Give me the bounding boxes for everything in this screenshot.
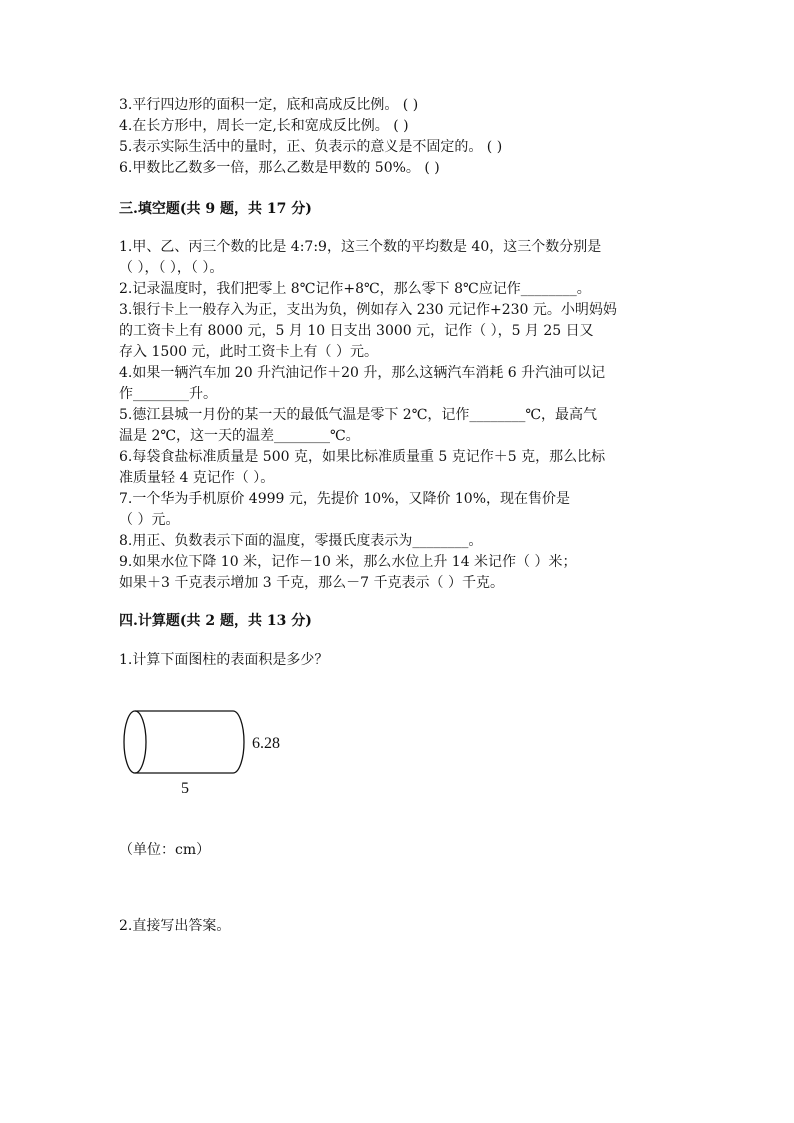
fill-line-4b: 作________升。 xyxy=(119,386,217,402)
judgment-item-5: 5.表示实际生活中的量时，正、负表示的意义是不固定的。 ( ) xyxy=(119,139,503,155)
fill-line-7b: （ ）元。 xyxy=(119,512,180,528)
calc-question-1: 1.计算下面图柱的表面积是多少？ xyxy=(119,652,329,668)
fill-line-5a: 5.德江县城一月份的某一天的最低气温是零下 2℃，记作________℃，最高气 xyxy=(119,407,598,423)
fill-line-1a: 1.甲、乙、丙三个数的比是 4:7:9，这三个数的平均数是 40，这三个数分别是 xyxy=(119,239,602,255)
fill-line-6b: 准质量轻 4 克记作（ ）。 xyxy=(119,470,275,486)
fill-line-4a: 4.如果一辆汽车加 20 升汽油记作＋20 升，那么这辆汽车消耗 6 升汽油可以记 xyxy=(119,365,606,381)
fill-line-5b: 温是 2℃，这一天的温差________℃。 xyxy=(119,428,360,444)
fill-line-9b: 如果＋3 千克表示增加 3 千克，那么－7 千克表示（ ）千克。 xyxy=(119,575,504,591)
fill-line-3b: 的工资卡上有 8000 元，5 月 10 日支出 3000 元，记作（ ），5 月 25 日又 xyxy=(119,323,594,339)
fill-line-7a: 7.一个华为手机原价 4999 元，先提价 10%，又降价 10%，现在售价是 xyxy=(119,491,571,507)
length-label: 5 xyxy=(181,780,189,797)
fill-line-3c: 存入 1500 元，此时工资卡上有（ ）元。 xyxy=(119,344,378,360)
fill-line-6a: 6.每袋食盐标准质量是 500 克，如果比标准质量重 5 克记作＋5 克，那么比标 xyxy=(119,449,606,465)
calc-question-2: 2.直接写出答案。 xyxy=(119,918,231,934)
fill-line-2: 2.记录温度时，我们把零上 8℃记作+8℃，那么零下 8℃应记作________。 xyxy=(119,281,591,297)
fill-line-3a: 3.银行卡上一般存入为正，支出为负，例如存入 230 元记作+230 元。小明妈妈 xyxy=(119,302,617,318)
cylinder-left-face xyxy=(124,711,146,773)
cylinder-figure xyxy=(118,700,298,810)
circumference-label: 6.28 xyxy=(252,735,280,752)
fill-line-8: 8.用正、负数表示下面的温度，零摄氏度表示为________。 xyxy=(119,533,483,549)
judgment-item-4: 4.在长方形中，周长一定,长和宽成反比例。 ( ) xyxy=(119,118,409,134)
unit-note: （单位：cm） xyxy=(119,842,211,858)
judgment-item-3: 3.平行四边形的面积一定，底和高成反比例。 ( ) xyxy=(119,97,419,113)
section-4-heading: 四.计算题(共 2 题，共 13 分) xyxy=(119,613,312,629)
fill-line-1b: （ ），（ ），（ ）。 xyxy=(119,260,224,276)
judgment-item-6: 6.甲数比乙数多一倍，那么乙数是甲数的 50%。 ( ) xyxy=(119,160,440,176)
section-3-heading: 三.填空题(共 9 题，共 17 分) xyxy=(119,201,312,217)
cylinder-right-face xyxy=(233,711,244,773)
fill-line-9a: 9.如果水位下降 10 米，记作－10 米，那么水位上升 14 米记作（ ）米； xyxy=(119,554,577,570)
